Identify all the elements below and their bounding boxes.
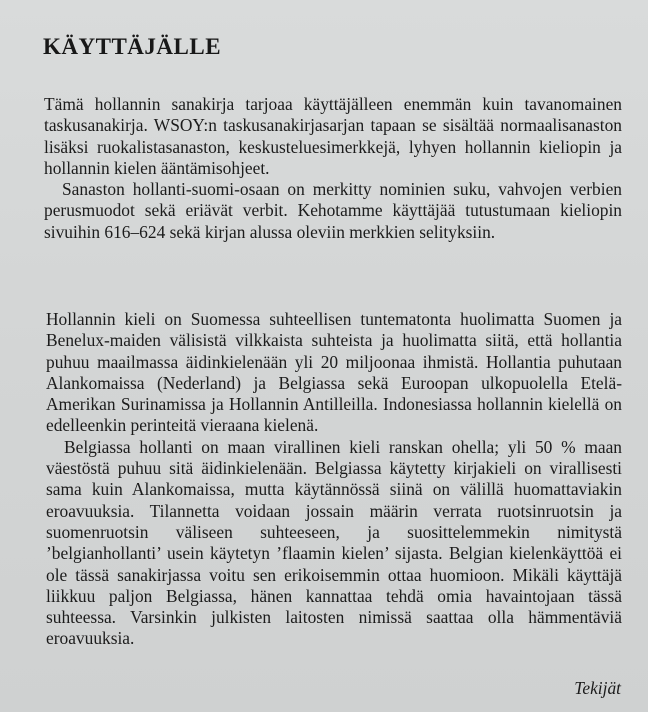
page-title: KÄYTTÄJÄLLE — [43, 34, 222, 59]
language-section — [46, 309, 622, 650]
intro-section — [44, 94, 622, 243]
paragraph: Belgiassa hollanti on maan virallinen kieli ranskan ohella; yli 50 % maan väestöstä puhuu sitä äidinkielenään. Belgiassa käytetty kirjakieli on virallisesti sama kuin Alankomaissa, mutta käytännössä siinä on välillä huomattaviakin eroavuuksia. Tilannetta voidaan jossain määrin verrata ruotsinruotsin ja suomenruotsin väliseen suhteeseen, ja suosittelemmekin nimitystä ’belgianhollanti’ usein käytetyn ’flaamin kielen’ sijasta. Belgian kielenkäyttöä ei ole tässä sanakirjassa voitu sen erikoisemmin ottaa huomioon. Mikäli käyttäjä liikkuu paljon Belgiassa, hänen kannattaa tehdä omia havaintojaan tässä suhteessa. Varsinkin julkisten laitosten nimissä saattaa olla hämmentäviä eroavuuksia. — [46, 436, 622, 649]
paragraph: Hollannin kieli on Suomessa suhteellisen tuntematonta huolimatta Suomen ja Benelux-maiden välisistä vilkkaista suhteista ja huolimatta siitä, että hollantia puhuu maailmassa äidinkielenään yli 20 miljoonaa ihmistä. Hollantia puhutaan Alankomaissa (Nederland) ja Belgiassa sekä Euroopan ulkopuolella Etelä-Amerikan Surinamissa ja Hollannin Antilleilla. Indonesiassa hollannin kielellä on edelleenkin perinteitä vieraana kielenä. — [46, 309, 622, 436]
signature: Tekijät — [574, 678, 621, 698]
paragraph: Sanaston hollanti-suomi-osaan on merkitty nominien suku, vahvojen verbien perusmuodot sekä eriävät verbit. Kehotamme käyttäjää tutustumaan kieliopin sivuihin 616–624 sekä kirjan alussa oleviin merkkien selityksiin. — [44, 179, 622, 242]
paragraph: Tämä hollannin sanakirja tarjoaa käyttäjälleen enemmän kuin tavanomainen taskusanakirja. WSOY:n taskusanakirjasarjan tapaan se sisältää normaalisanaston lisäksi ruokalistasanaston, keskusteluesimerkkejä, lyhyen hollannin kieliopin ja hollannin kielen ääntämisohjeet. — [44, 94, 622, 178]
